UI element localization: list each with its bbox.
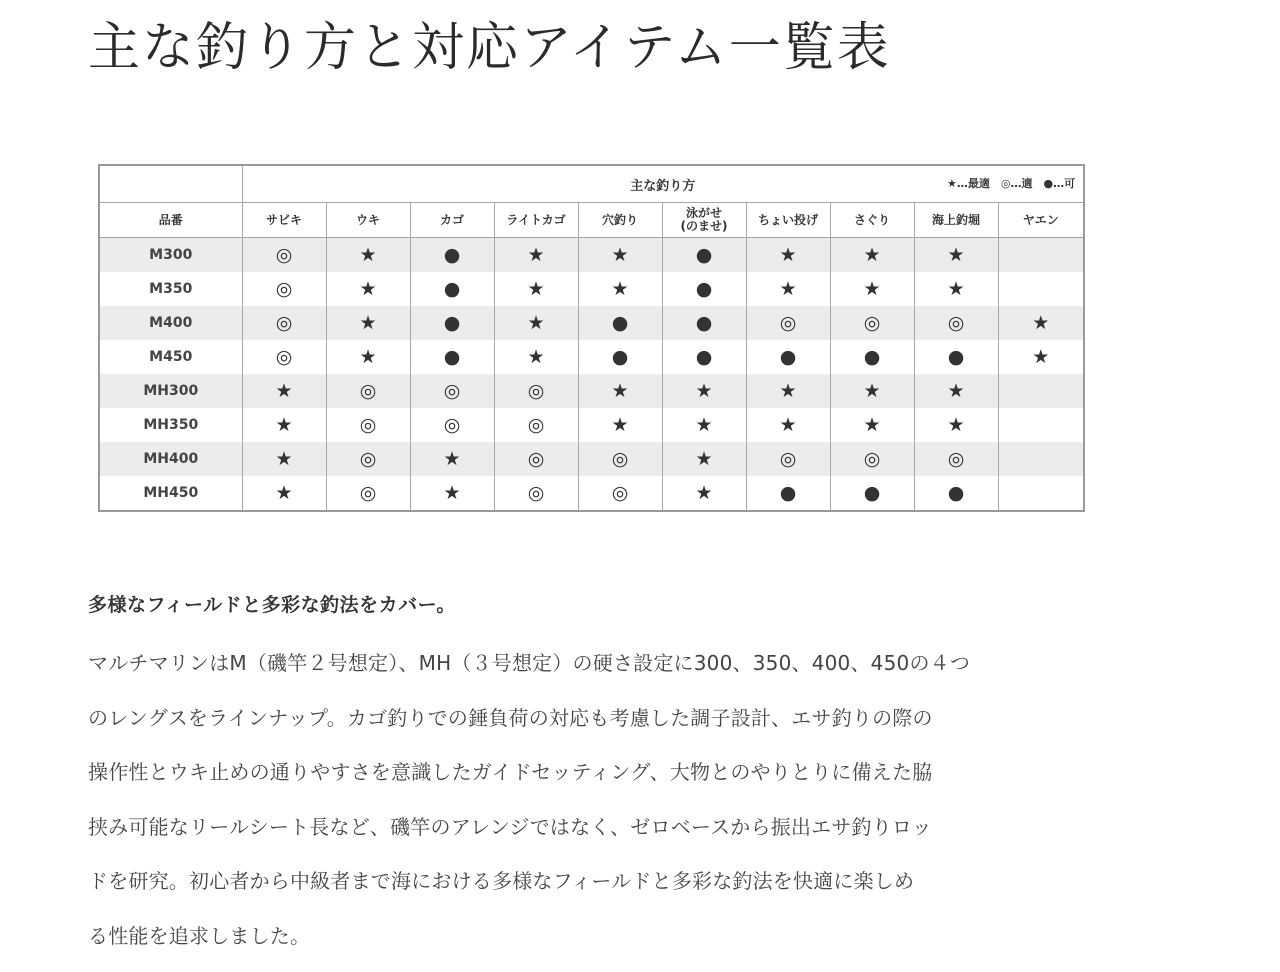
rating-cell: ● [830, 476, 914, 511]
rating-cell: ★ [998, 340, 1084, 374]
model-cell: M350 [99, 272, 242, 306]
rating-cell: ● [662, 306, 746, 340]
body-line: マルチマリンはM（磯竿２号想定）、MH（３号想定）の硬さ設定に300、350、400、450の４つ [88, 651, 971, 675]
rating-cell: ★ [830, 272, 914, 306]
method-compatibility-table [98, 164, 1085, 512]
rating-cell: ★ [242, 442, 326, 476]
rating-cell: ◎ [578, 476, 662, 511]
rating-cell: ★ [662, 408, 746, 442]
rating-cell: ◎ [410, 374, 494, 408]
rating-cell: ★ [998, 306, 1084, 340]
model-cell: MH400 [99, 442, 242, 476]
rating-cell: ◎ [830, 442, 914, 476]
rating-cell: ● [662, 340, 746, 374]
table-row [99, 238, 1084, 273]
rating-cell: ● [410, 272, 494, 306]
section-heading: 多様なフィールドと多彩な釣法をカバー。 [88, 594, 456, 616]
model-cell: MH450 [99, 476, 242, 511]
group-header-label: 主な釣り方 [630, 178, 696, 194]
rating-cell: ★ [746, 408, 830, 442]
rating-cell: ◎ [578, 442, 662, 476]
rating-cell: ◎ [242, 238, 326, 273]
rating-cell [998, 442, 1084, 476]
table-row [99, 476, 1084, 511]
rating-cell: ★ [242, 374, 326, 408]
rating-cell: ★ [914, 374, 998, 408]
rating-cell [998, 476, 1084, 511]
rating-cell: ● [410, 340, 494, 374]
section-body [88, 640, 1098, 967]
rating-cell: ● [746, 476, 830, 511]
model-cell: M400 [99, 306, 242, 340]
method-header: ウキ [326, 203, 410, 238]
rating-cell: ● [410, 238, 494, 273]
model-cell: M450 [99, 340, 242, 374]
body-line: 挟み可能なリールシート長など、磯竿のアレンジではなく、ゼロベースから振出エサ釣りロッ [88, 814, 932, 839]
rating-cell: ● [578, 340, 662, 374]
rating-cell: ★ [830, 238, 914, 273]
rating-cell: ★ [746, 374, 830, 408]
rating-cell: ◎ [326, 442, 410, 476]
rating-cell: ● [914, 340, 998, 374]
method-header: 海上釣堀 [914, 203, 998, 238]
rating-cell: ★ [662, 442, 746, 476]
body-line: のレングスをラインナップ。カゴ釣りでの錘負荷の対応も考慮した調子設計、エサ釣りの際の [88, 705, 933, 730]
rating-cell: ★ [914, 272, 998, 306]
rating-cell [998, 374, 1084, 408]
rating-cell: ★ [914, 408, 998, 442]
group-header-cell [242, 165, 1084, 203]
rating-cell: ◎ [242, 306, 326, 340]
rating-cell: ◎ [494, 374, 578, 408]
rating-cell: ★ [326, 340, 410, 374]
blank-corner-cell [99, 165, 242, 203]
rating-cell: ● [410, 306, 494, 340]
method-header: 穴釣り [578, 203, 662, 238]
rating-cell: ◎ [914, 306, 998, 340]
rating-cell: ● [662, 238, 746, 273]
rating-cell: ★ [326, 272, 410, 306]
rating-cell: ★ [662, 476, 746, 511]
rating-cell: ◎ [746, 306, 830, 340]
rating-cell: ◎ [326, 408, 410, 442]
method-header: サビキ [242, 203, 326, 238]
rating-cell: ★ [578, 272, 662, 306]
method-header: さぐり [830, 203, 914, 238]
rating-cell: ★ [494, 306, 578, 340]
table-row [99, 306, 1084, 340]
method-header: 泳がせ (のませ) [662, 203, 746, 238]
rating-cell: ★ [410, 476, 494, 511]
rating-cell: ★ [830, 408, 914, 442]
rating-cell: ● [914, 476, 998, 511]
rating-cell: ◎ [326, 374, 410, 408]
table-row [99, 272, 1084, 306]
rating-cell: ● [830, 340, 914, 374]
table-row [99, 340, 1084, 374]
rating-cell: ★ [746, 238, 830, 273]
rating-cell [998, 408, 1084, 442]
rating-cell: ★ [578, 374, 662, 408]
rating-cell [998, 238, 1084, 273]
method-header: ヤエン [998, 203, 1084, 238]
rating-cell: ★ [242, 408, 326, 442]
table-row [99, 408, 1084, 442]
body-line: る性能を追求しました。 [88, 923, 311, 948]
rating-cell: ★ [410, 442, 494, 476]
model-cell: MH300 [99, 374, 242, 408]
body-line: 操作性とウキ止めの通りやすさを意識したガイドセッティング、大物とのやりとりに備えた脇 [88, 760, 933, 784]
rating-cell: ★ [494, 340, 578, 374]
rating-cell: ● [746, 340, 830, 374]
method-header: ちょい投げ [746, 203, 830, 238]
method-header: カゴ [410, 203, 494, 238]
rating-cell: ● [662, 272, 746, 306]
rating-cell: ★ [578, 408, 662, 442]
rating-cell: ◎ [242, 340, 326, 374]
rating-cell: ◎ [494, 408, 578, 442]
table-row [99, 442, 1084, 476]
page-title: 主な釣り方と対応アイテム一覧表 [88, 18, 891, 78]
body-line: ドを研究。初心者から中級者まで海における多様なフィールドと多彩な釣法を快適に楽しめ [88, 869, 915, 893]
rating-cell: ★ [326, 238, 410, 273]
rating-cell: ◎ [914, 442, 998, 476]
model-header: 品番 [99, 203, 242, 238]
rating-cell: ◎ [242, 272, 326, 306]
table-row [99, 374, 1084, 408]
rating-cell: ★ [662, 374, 746, 408]
rating-cell: ★ [494, 238, 578, 273]
rating-cell: ◎ [494, 476, 578, 511]
rating-cell [998, 272, 1084, 306]
legend: ★…最適 ◎…適 ●…可 [947, 177, 1076, 190]
rating-cell: ◎ [830, 306, 914, 340]
method-compatibility-table-wrap [98, 164, 1083, 512]
method-header: ライトカゴ [494, 203, 578, 238]
rating-cell: ◎ [746, 442, 830, 476]
rating-cell: ● [578, 306, 662, 340]
rating-cell: ◎ [410, 408, 494, 442]
rating-cell: ◎ [494, 442, 578, 476]
model-cell: MH350 [99, 408, 242, 442]
model-cell: M300 [99, 238, 242, 273]
rating-cell: ★ [746, 272, 830, 306]
rating-cell: ★ [914, 238, 998, 273]
rating-cell: ★ [326, 306, 410, 340]
rating-cell: ★ [578, 238, 662, 273]
rating-cell: ★ [494, 272, 578, 306]
rating-cell: ◎ [326, 476, 410, 511]
rating-cell: ★ [242, 476, 326, 511]
rating-cell: ★ [830, 374, 914, 408]
